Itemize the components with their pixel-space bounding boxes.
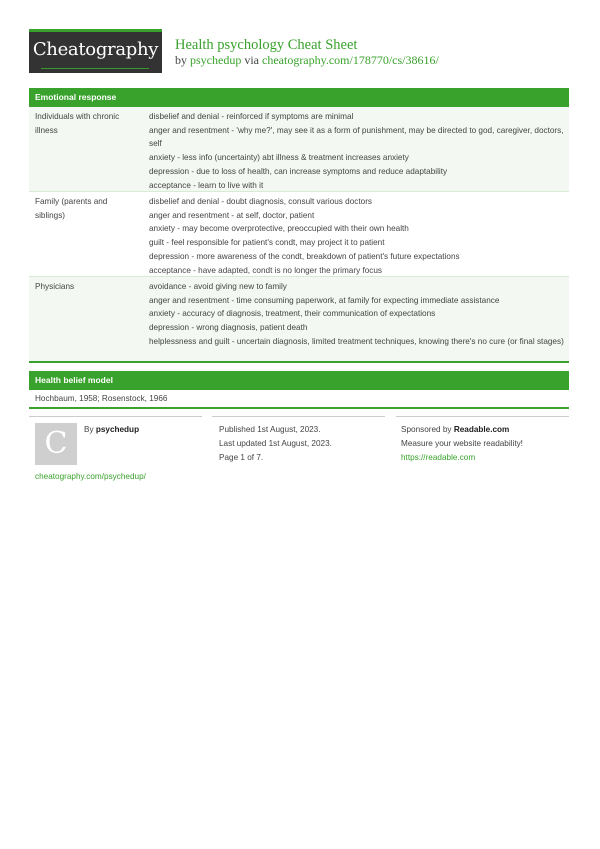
row-label: Family (parents and siblings)	[35, 197, 108, 220]
row-line: guilt - feel responsible for patient's condt, may project it to patient	[149, 238, 385, 248]
row-line: disbelief and denial - reinforced if symptoms are minimal	[149, 112, 354, 121]
logo-text: Cheatography	[32, 39, 159, 60]
row-content	[149, 107, 564, 192]
row-line: disbelief and denial - doubt diagnosis, consult various doctors	[149, 197, 373, 206]
row-line: helplessness and guilt - uncertain diagnosis, limited treatment techniques, knowing there's no cure (or final stages)	[149, 336, 564, 346]
footer-author-link[interactable]: psychedup	[95, 425, 140, 434]
row-line: avoidance - avoid giving new to family	[149, 282, 287, 291]
row-label: Physicians	[35, 282, 75, 291]
section-text: Hochbaum, 1958; Rosenstock, 1966	[35, 394, 168, 403]
avatar-letter: C	[44, 426, 68, 461]
row-content	[149, 192, 564, 277]
footer-author	[84, 423, 139, 437]
page-number: Page 1 of 7.	[219, 452, 264, 462]
logo-accent-bar	[29, 29, 162, 32]
sponsor-name[interactable]: Readable.com	[453, 425, 510, 434]
sheet-url-link[interactable]: cheatography.com/178770/cs/38616/	[262, 53, 439, 67]
via-word: via	[244, 53, 259, 67]
row-content	[149, 277, 564, 349]
sponsor-line	[401, 423, 523, 437]
byline	[175, 53, 439, 68]
by-label: By	[84, 425, 94, 434]
author-profile-link[interactable]: cheatography.com/psychedup/	[35, 472, 146, 481]
author-link[interactable]: psychedup	[190, 53, 242, 67]
published-date: Published 1st August, 2023.	[219, 425, 321, 434]
row-line: anxiety - accuracy of diagnosis, treatment, their communication of expectations	[149, 309, 436, 319]
section-header-health-belief-model: Health belief model	[29, 371, 569, 390]
publish-info	[219, 423, 332, 464]
page-title: Health psychology Cheat Sheet	[175, 37, 358, 53]
table-row	[29, 107, 569, 192]
row-label: Individuals with chronic illness	[35, 112, 120, 135]
row-line: anger and resentment - at self, doctor, patient	[149, 210, 315, 220]
updated-date: Last updated 1st August, 2023.	[219, 438, 332, 448]
section-header-emotional-response: Emotional response	[29, 88, 569, 107]
row-line: anxiety - may become overprotective, preoccupied with their own health	[149, 224, 409, 234]
sponsor-info	[401, 423, 523, 464]
footer-divider	[29, 416, 202, 417]
cheatography-logo[interactable]	[29, 29, 162, 73]
row-line: depression - wrong diagnosis, patient death	[149, 323, 308, 333]
sponsor-tagline: Measure your website readability!	[401, 438, 523, 448]
footer-divider	[396, 416, 569, 417]
sponsor-url-link[interactable]: https://readable.com	[401, 452, 476, 462]
section-divider	[29, 407, 569, 409]
logo-underline	[41, 68, 149, 69]
table-row	[29, 192, 569, 277]
row-line: anger and resentment - time consuming paperwork, at family for expecting immediate assistance	[149, 295, 500, 305]
table-row	[29, 277, 569, 362]
sponsored-label: Sponsored by	[401, 425, 452, 434]
row-line: depression - due to loss of health, can increase symptoms and reduce adaptability	[149, 166, 448, 176]
row-line: acceptance - learn to live with it	[149, 180, 264, 190]
by-word: by	[175, 53, 187, 67]
footer-divider	[212, 416, 385, 417]
row-line: acceptance - have adapted, condt is no longer the primary focus	[149, 265, 383, 275]
row-line: anxiety - less info (uncertainty) abt illness & treatment increases anxiety	[149, 153, 409, 163]
section-divider	[29, 361, 569, 363]
emotional-response-table	[29, 107, 569, 362]
row-line: depression - more awareness of the condt, breakdown of patient's future expectations	[149, 251, 460, 261]
row-line: anger and resentment - 'why me?', may see it as a form of punishment, may be directed to god, caregiver, doctors, self	[149, 125, 564, 149]
author-avatar[interactable]	[35, 423, 77, 465]
